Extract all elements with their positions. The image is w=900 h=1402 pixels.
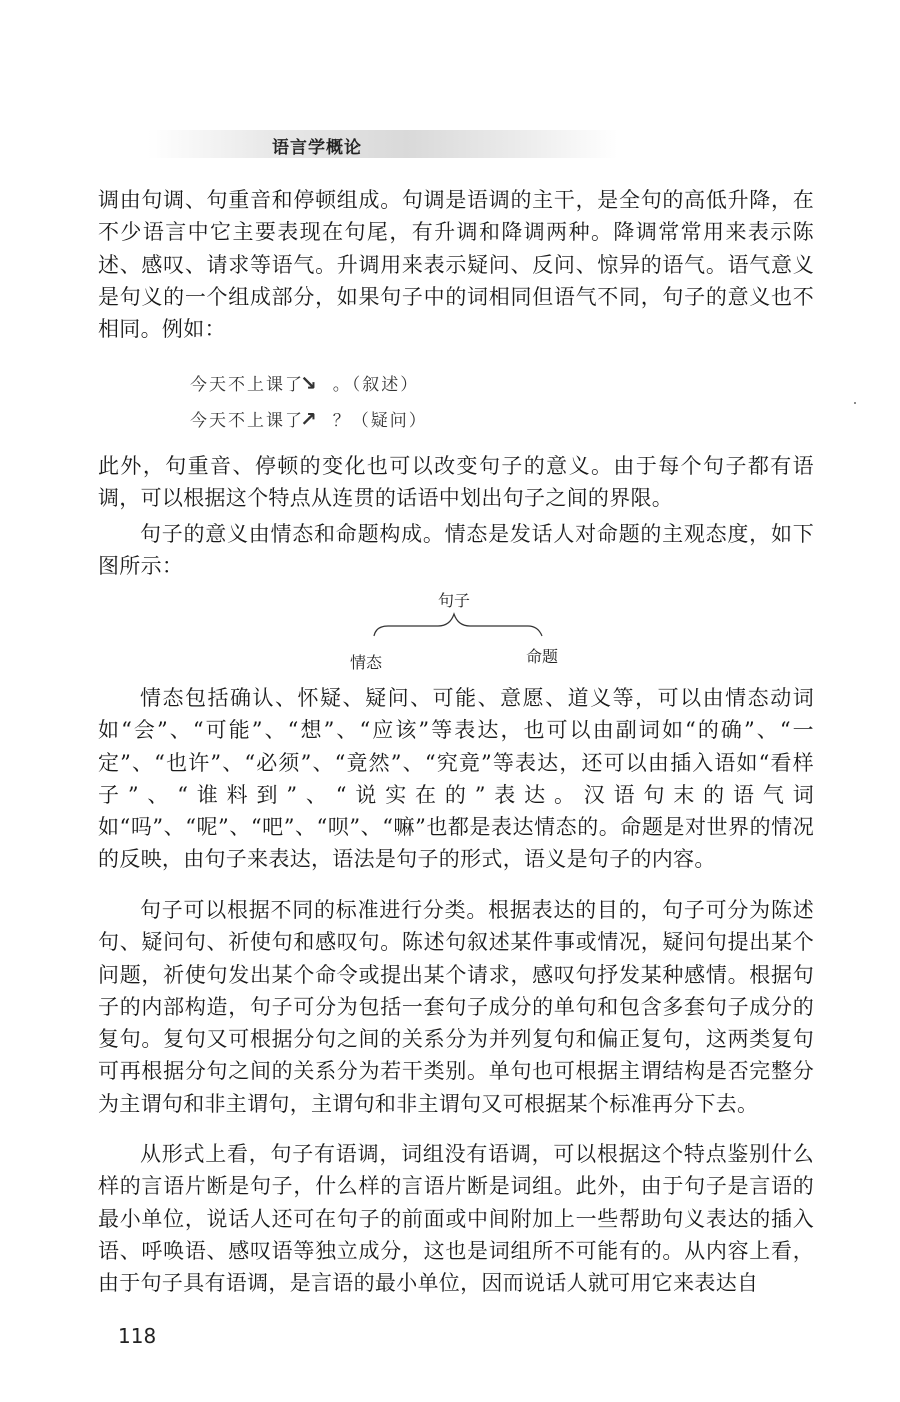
example-punctuation: 。: [332, 375, 352, 395]
example-note: （叙述）: [351, 375, 420, 395]
running-header-title: 语言学概论: [272, 138, 362, 158]
scan-speck: [854, 402, 856, 404]
sentence-structure-diagram: [340, 588, 580, 672]
rising-tone-arrow-icon: ↗: [300, 407, 319, 431]
paragraph-sentence-vs-phrase: 从形式上看，句子有语调，词组没有语调，可以根据这个特点鉴别什么样的言语片断是句子，什么样的言语片断是词组。此外，由于句子是言语的最小单位，说话人还可在句子的前面或中间附加上一些帮助句义表达的插入语、呼唤语、感叹语等独立成分，这也是词组所不可能有的。从内容上看，由于句子具有语调，是言语的最小单位，因而说话人就可用它来表达自: [98, 1142, 814, 1296]
falling-tone-arrow-icon: ↘: [300, 371, 319, 395]
example-sentence: 今天不上课了: [190, 411, 304, 431]
paragraph-modality-proposition: 句子的意义由情态和命题构成。情态是发话人对命题的主观态度，如下图所示：: [98, 522, 814, 579]
paragraph-modality-expression: 情态包括确认、怀疑、疑问、可能、意愿、道义等，可以由情态动词如“会”、“可能”、“想”、“应该”等表达，也可以由副词如“的确”、“一定”、“也许”、“必须”、“竟然”、“究竟”等表达，还可以由插入语如“看样子”、“谁料到”、“说实在的”表达。汉语句末的语气词如“吗”、“呢”、“吧”、“呗”、“嘛”也都是表达情态的。命题是对世界的情况的反映，由句子来表达，语法是句子的形式，语义是句子的内容。: [98, 686, 814, 872]
running-header-band: [148, 130, 618, 158]
example-punctuation: ？: [332, 411, 352, 431]
diagram-modality-label: 情态: [350, 653, 383, 672]
paragraph-sentence-classification: 句子可以根据不同的标准进行分类。根据表达的目的，句子可分为陈述句、疑问句、祈使句和感叹句。陈述句叙述某件事或情况，疑问句提出某个问题，祈使句发出某个命令或提出某个请求，感叹句抒发某种感情。根据句子的内部构造，句子可分为包括一套句子成分的单句和包含多套句子成分的复句。复句又可根据分句之间的关系分为并列复句和偏正复句，这两类复句可再根据分句之间的关系分为若干类别。单句也可根据主谓结构是否完整分为主谓句和非主谓句，主谓句和非主谓句又可根据某个标准再分下去。: [98, 898, 814, 1116]
diagram-root-label: 句子: [438, 591, 471, 610]
example-declarative: [190, 370, 419, 395]
paragraph-intonation: 调由句调、句重音和停顿组成。句调是语调的主干，是全句的高低升降，在不少语言中它主要表现在句尾，有升调和降调两种。降调常常用来表示陈述、感叹、请求等语气。升调用来表示疑问、反问、惊异的语气。语气意义是句义的一个组成部分，如果句子中的词相同但语气不同，句子的意义也不相同。例如：: [98, 188, 814, 342]
example-interrogative: [190, 406, 428, 431]
example-sentence: 今天不上课了: [190, 375, 304, 395]
diagram-proposition-label: 命题: [526, 647, 559, 666]
paragraph-intonation-boundary: 此外，句重音、停顿的变化也可以改变句子的意义。由于每个句子都有语调，可以根据这个特点从连贯的话语中划出句子之间的界限。: [98, 454, 814, 511]
page-number: 118: [118, 1324, 157, 1348]
example-note: （疑问）: [351, 411, 428, 431]
